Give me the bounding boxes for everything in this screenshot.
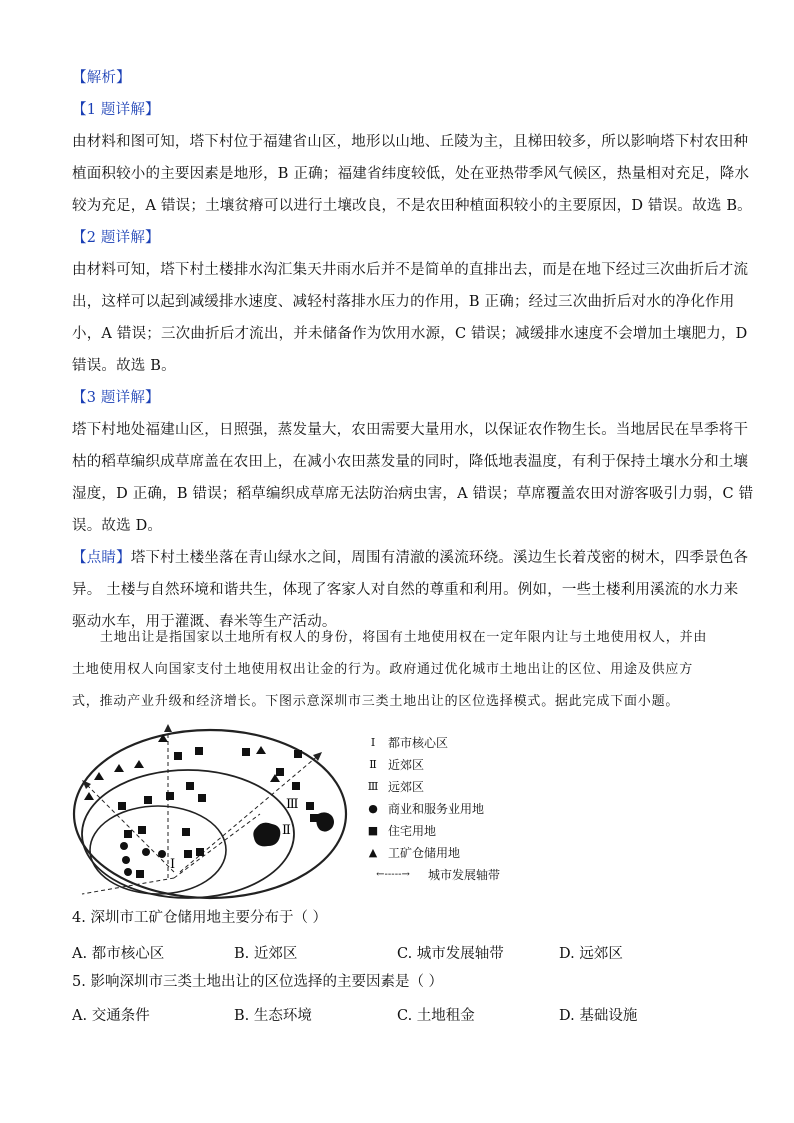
legend-label: 商业和服务业用地 bbox=[388, 802, 485, 816]
question-5-option-b[interactable]: B. 生态环境 bbox=[234, 1008, 312, 1024]
q1-line: 植面积较小的主要因素是地形，B 正确；福建省纬度较低，处在亚热带季风气候区，热量相对充足，降水 bbox=[72, 166, 750, 182]
residential-marker bbox=[196, 848, 204, 856]
q3-line: 塔下村地处福建山区，日照强，蒸发量大，农田需要大量用水，以保证农作物生长。当地居民在旱季将干 bbox=[72, 422, 749, 438]
legend-symbol: Ⅰ bbox=[370, 736, 376, 749]
industrial-marker bbox=[84, 792, 94, 800]
residential-cluster-blob bbox=[316, 812, 334, 831]
legend-label: 远郊区 bbox=[388, 780, 425, 794]
residential-marker bbox=[174, 752, 182, 760]
residential-cluster-blob bbox=[253, 823, 280, 847]
legend-label: 城市发展轴带 bbox=[428, 868, 501, 882]
question-4-option-a[interactable]: A. 都市核心区 bbox=[72, 946, 165, 962]
question-4-stem: 4. 深圳市工矿仓储用地主要分布于（ ） bbox=[72, 910, 328, 926]
legend-label: 都市核心区 bbox=[388, 736, 449, 750]
tip-line: 驱动水车，用于灌溉、舂米等生产活动。 bbox=[72, 614, 337, 630]
legend-item-residential bbox=[364, 822, 436, 839]
axis-center-right bbox=[174, 814, 260, 878]
q2-line: 小，A 错误；三次曲折后才流出，并未储备作为饮用水源，C 错误；减缓排水速度不会增加土壤肥力，D bbox=[72, 326, 748, 342]
intro-line: 土地使用权人向国家支付土地使用权出让金的行为。政府通过优化城市土地出让的区位、用途及供应方 bbox=[72, 662, 694, 677]
q3-line: 误。故选 D。 bbox=[72, 518, 163, 534]
residential-marker bbox=[124, 830, 132, 838]
question-4-option-d[interactable]: D. 远郊区 bbox=[559, 946, 623, 962]
legend-label: 住宅用地 bbox=[388, 824, 437, 838]
residential-marker bbox=[242, 748, 250, 756]
land-location-diagram bbox=[70, 722, 360, 902]
zone-label-3: Ⅲ bbox=[286, 797, 299, 812]
legend-symbol: ▲ bbox=[368, 846, 378, 859]
question-5-option-d[interactable]: D. 基础设施 bbox=[559, 1008, 638, 1024]
question-5-option-c[interactable]: C. 土地租金 bbox=[397, 1008, 475, 1024]
q2-line: 错误。故选 B。 bbox=[72, 358, 176, 374]
tip-text: 塔下村土楼坐落在青山绿水之间，周围有清澈的溪流环绕。溪边生长着茂密的树木，四季景色各 bbox=[130, 550, 749, 566]
industrial-marker bbox=[94, 772, 104, 780]
axis-arrow-head bbox=[164, 724, 172, 732]
zone-label-1: Ⅰ bbox=[170, 857, 176, 872]
tip-line: 异。 土楼与自然环境和谐共生，体现了客家人对自然的尊重和利用。例如，一些土楼利用溪流的水力来 bbox=[72, 582, 739, 598]
q1-line: 较为充足，A 错误；土壤贫瘠可以进行土壤改良，不是农田种植面积较小的主要原因，D 错误。故选 B。 bbox=[72, 198, 752, 214]
intro-passage bbox=[72, 622, 724, 718]
industrial-marker bbox=[134, 760, 144, 768]
legend-item-industrial bbox=[364, 844, 460, 861]
legend-item-axis bbox=[364, 866, 500, 883]
q2-line: 由材料可知，塔下村土楼排水沟汇集天井雨水后并不是简单的直排出去，而是在地下经过三次曲折后才流 bbox=[72, 262, 749, 278]
q3-title: 【3 题详解】 bbox=[72, 390, 160, 406]
q3-line: 湿度，D 正确，B 错误；稻草编织成草席无法防治病虫害，A 错误；草席覆盖农田对游客吸引力弱，C 错 bbox=[72, 486, 754, 502]
legend-item-commercial bbox=[364, 800, 484, 817]
residential-marker bbox=[136, 870, 144, 878]
residential-marker bbox=[198, 794, 206, 802]
industrial-marker bbox=[114, 764, 124, 772]
legend-symbol: ←-----→ bbox=[376, 869, 410, 880]
residential-marker bbox=[118, 802, 126, 810]
legend-item-zone-1 bbox=[364, 734, 448, 751]
industrial-land-markers bbox=[84, 734, 280, 800]
residential-marker bbox=[186, 782, 194, 790]
q1-line: 由材料和图可知，塔下村位于福建省山区，地形以山地、丘陵为主，且梯田较多，所以影响塔下村农田种 bbox=[72, 134, 749, 150]
analysis-section bbox=[72, 62, 754, 638]
legend-symbol: ■ bbox=[367, 824, 379, 837]
tip-line-first bbox=[72, 542, 749, 574]
legend-item-zone-2 bbox=[364, 756, 424, 773]
q2-title: 【2 题详解】 bbox=[72, 230, 160, 246]
legend-label: 近郊区 bbox=[388, 758, 425, 772]
residential-marker bbox=[182, 828, 190, 836]
tip-label: 【点睛】 bbox=[72, 550, 131, 566]
residential-marker bbox=[144, 796, 152, 804]
legend-symbol: Ⅱ bbox=[369, 758, 377, 771]
question-5-option-a[interactable]: A. 交通条件 bbox=[72, 1008, 150, 1024]
industrial-marker bbox=[256, 746, 266, 754]
commercial-marker bbox=[122, 856, 130, 864]
zone-outer-ellipse bbox=[74, 730, 346, 898]
analysis-header: 【解析】 bbox=[72, 70, 131, 86]
residential-marker bbox=[276, 768, 284, 776]
residential-marker bbox=[292, 782, 300, 790]
intro-line: 式，推动产业升级和经济增长。下图示意深圳市三类土地出让的区位选择模式。据此完成下面小题。 bbox=[72, 694, 680, 709]
legend-symbol: ● bbox=[368, 802, 378, 815]
residential-marker bbox=[138, 826, 146, 834]
question-4-option-c[interactable]: C. 城市发展轴带 bbox=[397, 946, 504, 962]
residential-marker bbox=[294, 750, 302, 758]
legend-item-zone-3 bbox=[364, 778, 424, 795]
residential-marker bbox=[195, 747, 203, 755]
legend-symbol: Ⅲ bbox=[367, 780, 379, 793]
intro-line: 土地出让是指国家以土地所有权人的身份，将国有土地使用权在一定年限内让与土地使用权人，并由 bbox=[100, 630, 708, 645]
q2-line: 出，这样可以起到减缓排水速度、减轻村落排水压力的作用，B 正确；经过三次曲折后对水的净化作用 bbox=[72, 294, 735, 310]
legend-label: 工矿仓储用地 bbox=[388, 846, 461, 860]
residential-marker bbox=[184, 850, 192, 858]
question-4-option-b[interactable]: B. 近郊区 bbox=[234, 946, 298, 962]
commercial-marker bbox=[124, 868, 132, 876]
q3-line: 枯的稻草编织成草席盖在农田上，在减小农田蒸发量的同时，降低地表温度，有利于保持土壤水分和土壤 bbox=[72, 454, 749, 470]
residential-marker bbox=[306, 802, 314, 810]
commercial-marker bbox=[158, 850, 166, 858]
commercial-marker bbox=[142, 848, 150, 856]
question-5-stem: 5. 影响深圳市三类土地出让的区位选择的主要因素是（ ） bbox=[72, 974, 444, 990]
commercial-marker bbox=[120, 842, 128, 850]
zone-label-2: Ⅱ bbox=[282, 823, 291, 838]
residential-marker bbox=[166, 792, 174, 800]
q1-title: 【1 题详解】 bbox=[72, 102, 160, 118]
